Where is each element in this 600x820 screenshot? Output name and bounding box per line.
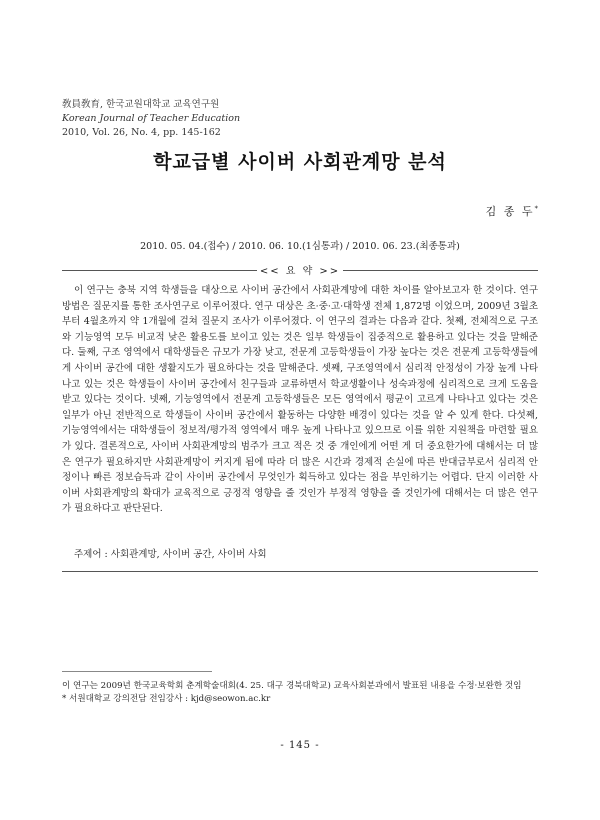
abstract-heading <box>62 262 538 278</box>
abstract-rule-right <box>343 270 538 271</box>
footnotes <box>62 680 538 706</box>
abstract-text: 이 연구는 충북 지역 학생들을 대상으로 사이버 공간에서 사회관계망에 대한 차이를 알아보고자 한 것이다. 연구방법은 질문지를 통한 조사연구로 이루어졌다. 연구 대상은 초·중·고·대학생 전체 1,872명 이었으며, 2009년 3월초부터 4월초까지 약 1개월에 걸쳐 질문지 조사가 이루어졌다. 이 연구의 결과는 다음과 같다. 첫째, 전체적으로 구조와 기능영역 모두 비교적 낮은 활용도를 보이고 있는 것은 일부 학생들이 집중적으로 활용하고 있다는 것을 말해준다. 둘째, 구조 영역에서 대학생들은 규모가 가장 낮고, 전문계 고등학생들이 가장 높다는 것은 전문계 고등학생들에게 사이버 공간에 대한 생활지도가 필요하다는 것을 말해준다. 셋째, 구조영역에서 심리적 안정성이 가장 높게 나타나고 있는 것은 학생들이 사이버 공간에서 친구들과 교류하면서 학교생활이나 성숙과정에 심리적으로 크게 도움을 받고 있다는 것이다. 넷째, 기능영역에서 전문계 고등학생들은 모든 영역에서 평균이 고르게 나타나고 있다는 것은 일부가 아닌 전반적으로 학생들이 사이버 공간에서 활동하는 다양한 배경이 있다는 것을 알 수 있게 한다. 다섯째, 기능영역에서는 대학생들이 정보적/평가적 영역에서 매우 높게 나타나고 있으므로 이를 위한 지원책을 마련할 필요가 있다. 결론적으로, 사이버 사회관계망의 범주가 크고 적은 것 중 개인에게 어떤 게 더 중요한가에 대해서는 더 많은 연구가 필요하지만 사회관계망이 커지게 됨에 따라 더 많은 시간과 경제적 손실에 따른 반대급부로서 심리적 안정이나 빠른 정보습득과 같이 사이버 공간에서 무엇인가 획득하고 있다는 점을 부인하기는 어렵다. 단지 이러한 사이버 사회관계망의 확대가 교육적으로 긍정적 영향을 줄 것인가 부정적 영향을 줄 것인가에 대해서는 더 많은 연구가 필요하다고 판단된다. <box>62 285 538 515</box>
abstract-bottom-rule <box>62 571 538 572</box>
keywords: 주제어 : 사회관계망, 사이버 공간, 사이버 사회 <box>74 549 267 560</box>
author-footnote-mark: * <box>534 204 538 213</box>
submission-dates: 2010. 05. 04.(접수) / 2010. 06. 10.(1심통과) / 2010. 06. 23.(최종통과) <box>140 241 460 252</box>
journal-volume: 2010, Vol. 26, No. 4, pp. 145-162 <box>62 127 221 138</box>
paper-title: 학교급별 사이버 사회관계망 분석 <box>153 151 447 173</box>
footnote-author: * 서원대학교 강의전담 전임강사 : kjd@seowon.ac.kr <box>62 694 271 704</box>
footnote-funding: 이 연구는 2009년 한국교육학회 춘계학술대회(4. 25. 대구 경북대학교) 교육사회분과에서 발표된 내용을 수정·보완한 것임 <box>62 681 522 691</box>
author <box>486 203 538 219</box>
author-name: 김 종 두 <box>485 205 535 218</box>
abstract-heading-label: << 요 약 >> <box>259 266 341 277</box>
journal-name-english: Korean Journal of Teacher Education <box>62 113 241 124</box>
footnote-rule <box>62 671 212 672</box>
page-number: - 145 - <box>280 740 320 751</box>
journal-name-korean: 敎員敎育, 한국교원대학교 교육연구원 <box>62 99 220 110</box>
journal-info <box>62 98 240 140</box>
